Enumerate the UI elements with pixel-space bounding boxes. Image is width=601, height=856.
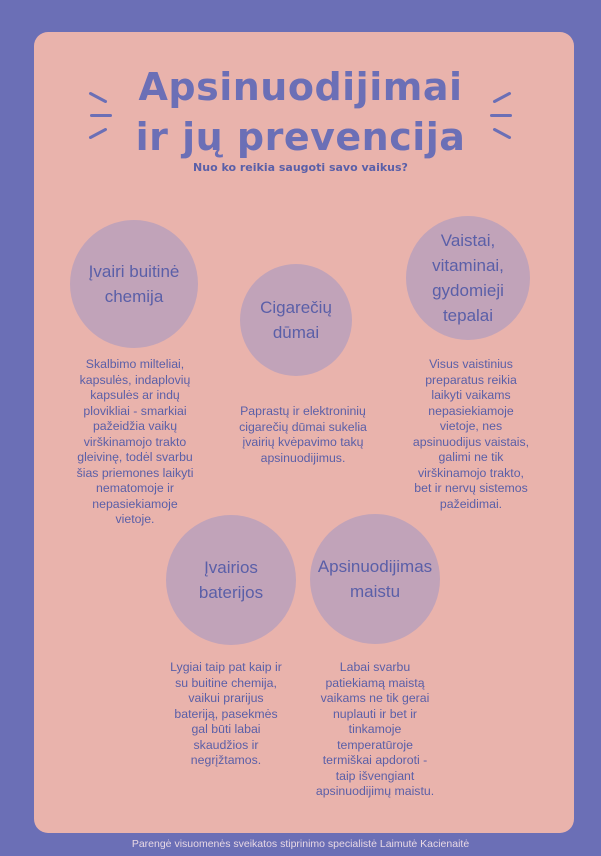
topic-text-cigarette-smoke: Paprastų ir elektroninių cigarečių dūmai sukelia įvairių kvėpavimo takų apsinuodijimus. — [239, 404, 367, 465]
topic-text-household-chemicals: Skalbimo milteliai, kapsulės, indaplovių kapsulės ar indų plovikliai - smarkiai pažeidžia vaikų virškinamojo trakto gleivinę, todėl svarbu šias priemones laikyti nematomoje ir nepasiekiamoje vietoje. — [76, 357, 194, 526]
topic-label-medicines: Vaistai, vitaminai, gydomieji tepalai — [432, 231, 504, 325]
topic-label-batteries: Įvairios baterijos — [198, 558, 264, 602]
topic-text-food-poisoning: Labai svarbu patiekiamą maistą vaikams ne tik gerai nuplauti ir bet ir tinkamoje temperatūroje termiškai apdoroti - taip išvengiant apsinuodijimų maistu. — [315, 660, 435, 798]
topic-text-medicines: Visus vaistinius preparatus reikia laikyti vaikams nepasiekiamoje vietoje, nes apsinuodijus vaistais, galimi ne tik virškinamojo trakto, bet ir nervų sistemos pažeidimai. — [412, 357, 530, 511]
footer-credit: Parengė visuomenės sveikatos stiprinimo specialistė Laimutė Kacienaitė — [131, 838, 470, 850]
page-title-line-1: Apsinuodijimai — [138, 65, 463, 109]
topic-label-food-poisoning: Apsinuodijimas maistu — [317, 557, 433, 601]
topic-circle-household-chemicals — [70, 220, 198, 348]
topic-circle-medicines — [406, 216, 530, 340]
page-title-line-2: ir jų prevencija — [135, 115, 466, 159]
page-subtitle: Nuo ko reikia saugoti savo vaikus? — [193, 161, 408, 174]
topic-circle-food-poisoning — [310, 514, 440, 644]
topic-text-batteries: Lygiai taip pat kaip ir su buitine chemija, vaikui prarijus bateriją, pasekmės gal būti labai skaudžios ir negrįžtamos. — [170, 660, 282, 767]
topic-label-household-chemicals: Įvairi buitinė chemija — [88, 262, 180, 306]
topic-circle-cigarette-smoke — [240, 264, 352, 376]
topic-circle-batteries — [166, 515, 296, 645]
topic-label-cigarette-smoke: Cigarečių dūmai — [260, 298, 332, 342]
